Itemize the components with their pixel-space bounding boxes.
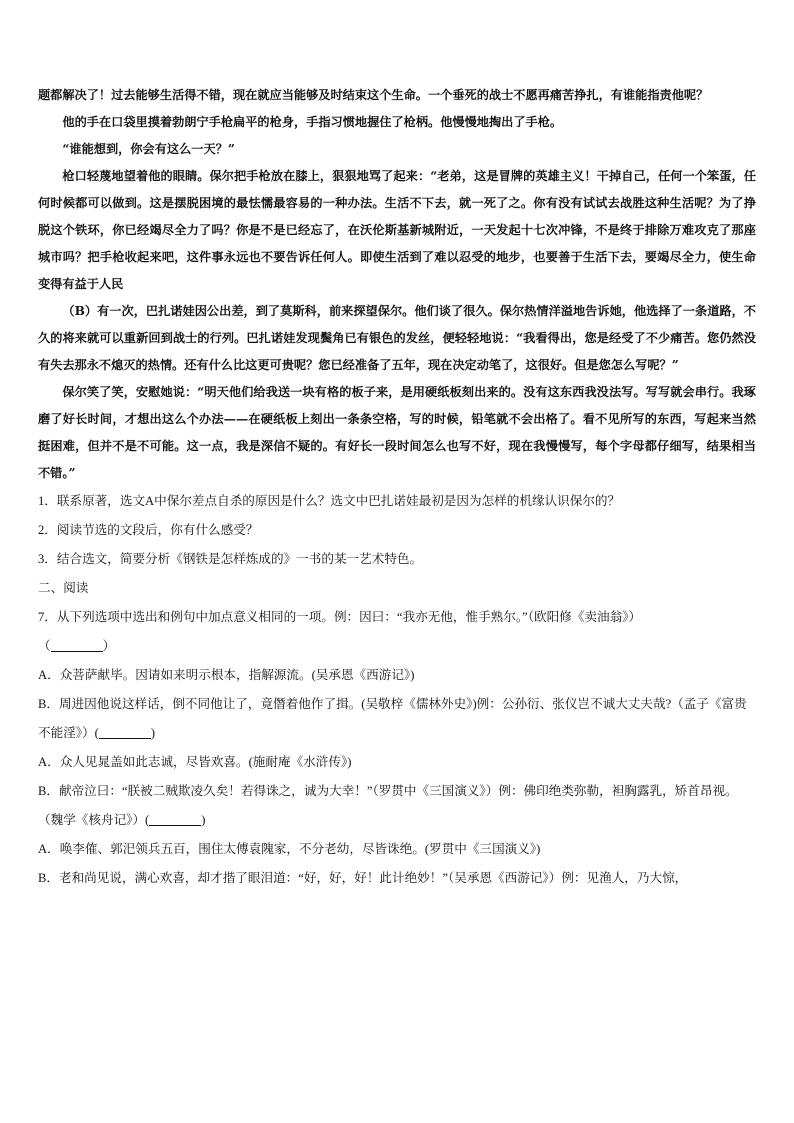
passage-paragraph-6: 保尔笑了笑，安慰她说：“明天他们给我送一块有格的板子来，是用硬纸板刻出来的。没有这东西我没法写。写写就会串行。我琢磨了好长时间，才想出这么个办法——在硬纸板上刻出一条条空格，写的时候，铅笔就不会出格了。看不见所写的东西，写起来当然挺困难，但并不是不可能。这一点，我是深信不疑的。有好长一段时间怎么也写不好，现在我慢慢写，每个字母都仔细写，结果相当不错。” — [38, 385, 756, 480]
option-a-3: A．唤李傕、郭汜领兵五百，围住太傅袁隗家，不分老幼，尽皆诛绝。(罗贯中《三国演义》) — [38, 842, 541, 856]
passage-paragraph-5: （B）有一次，巴扎诺娃因公出差，到了莫斯科，前来探望保尔。他们谈了很久。保尔热情洋溢地告诉她，他选择了一条道路，不久的将来就可以重新回到战士的行列。巴扎诺娃发现鬓角已有银色的发丝，便轻轻地说：“我看得出，您是经受了不少痛苦。您仍然没有失去那永不熄灭的热情。还有什么比这更可贵呢？您已经准备了五年，现在决定动笔了，这很好。但是您怎么写呢？” — [38, 304, 756, 372]
blank-open: （ — [38, 639, 51, 653]
option-a-2: A．众人见晁盖如此志诚，尽皆欢喜。(施耐庵《水浒传》) — [38, 755, 352, 769]
option-a-1: A．众菩萨献毕。因请如来明示根本，指解源流。(吴承恩《西游记》) — [38, 668, 415, 682]
question-3: 3．结合选文，简要分析《钢铁是怎样炼成的》一书的某一艺术特色。 — [38, 552, 423, 566]
option-b-3: B．老和尚见说，满心欢喜，却才揩了眼泪道：“好，好，好！此计绝妙！”（吴承恩《西游记》）例：见渔人，乃大惊， — [38, 871, 688, 885]
question-1: 1．联系原著，选文A中保尔差点自杀的原因是什么？选文中巴扎诺娃最初是因为怎样的机缘认识保尔的？ — [38, 494, 621, 508]
blank-close: ) — [150, 726, 156, 740]
option-b-1 — [38, 690, 756, 748]
option-b-1-text: B．周进因他说这样话，倒不同他让了，竟僭着他作了揖。(吴敬梓《儒林外史》)例：公孙衍、张仪岂不诚大丈夫哉?（孟子《富贵不能淫》）( — [38, 697, 747, 740]
passage-paragraph-1: 题都解决了！过去能够生活得不错，现在就应当能够及时结束这个生命。一个垂死的战士不愿再痛苦挣扎，有谁能指责他呢？ — [38, 88, 709, 102]
question-7-stem — [38, 603, 756, 661]
passage-paragraph-4: 枪口轻蔑地望着他的眼睛。保尔把手枪放在膝上，狠狠地骂了起来：“老弟，这是冒牌的英雄主义！干掉自己，任何一个笨蛋，任何时候都可以做到。这是摆脱困境的最怯懦最容易的一种办法。生活不下去，就一死了之。你有没有试试去战胜这种生活呢？为了挣脱这个铁环，你已经竭尽全力了吗？你是不是已经忘了，在沃伦斯基新城附近，一天发起十七次冲锋，不是终于排除万难攻克了那座城市吗？把手枪收起来吧，这件事永远也不要告诉任何人。即使生活到了难以忍受的地步，也要善于生活下去，要竭尽全力，使生命变得有益于人民 — [38, 169, 756, 291]
passage-paragraph-2: 他的手在口袋里摸着勃朗宁手枪扁平的枪身，手指习惯地握住了枪柄。他慢慢地掏出了手枪。 — [62, 115, 563, 129]
question-7-text: 7．从下列选项中选出和例句中加点意义相同的一项。例：因曰：“我亦无他，惟手熟尔。”（欧阳修《卖油翁》） — [38, 610, 642, 624]
answer-blank-2[interactable] — [99, 724, 151, 739]
question-2: 2．阅读节选的文段后，你有什么感受？ — [38, 523, 259, 537]
blank-close: ) — [201, 813, 206, 827]
option-b-2-text: B．献帝泣曰：“朕被二贼欺凌久矣！若得诛之，诚为大幸！”（罗贯中《三国演义》）例：佛印绝类弥勒，袒胸露乳，矫首昂视。（魏学《核舟记》）( — [38, 784, 738, 827]
blank-close: ） — [102, 639, 116, 653]
answer-blank-3[interactable] — [149, 811, 201, 826]
blank-line[interactable] — [51, 637, 103, 652]
section-heading: 二、阅读 — [38, 581, 89, 595]
document-page — [38, 82, 756, 893]
passage-paragraph-3: “谁能想到，你会有这么一天？” — [62, 142, 235, 156]
answer-blank-1[interactable] — [38, 639, 115, 653]
option-b-2 — [38, 777, 756, 835]
